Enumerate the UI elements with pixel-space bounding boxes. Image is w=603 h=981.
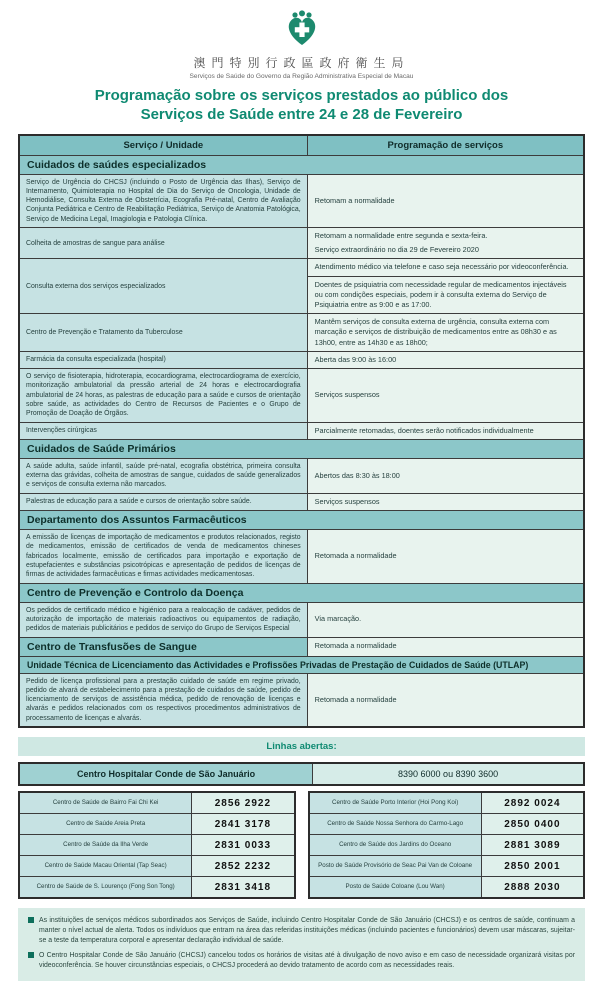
services-table (18, 134, 585, 729)
table-header-row (19, 135, 584, 156)
page-title (18, 87, 585, 125)
hotline-name: Centro de Saúde Macau Oriental (Tap Seac) (19, 856, 192, 877)
program-line: Serviço extraordinário no dia 29 de Fevereiro 2020 (314, 245, 479, 255)
program-cell (307, 259, 584, 314)
section-header-transfusoes: Centro de Transfusões de Sangue (19, 637, 307, 656)
table-row (19, 493, 584, 510)
section-header-utlap: Unidade Técnica de Licenciamento das Actividades e Profissões Privadas de Prestação de Cuidados de Saúde (UTLAP) (19, 656, 584, 673)
program-cell: Retomada a normalidade (307, 530, 584, 584)
hotlines-title: Linhas abertas: (18, 737, 585, 756)
hotline-name: Centro de Saúde Nossa Senhora do Carmo-Lago (309, 814, 482, 835)
table-row (19, 174, 584, 228)
hotline-row (309, 856, 585, 877)
footnote-text: O Centro Hospitalar Conde de São Januário (CHCSJ) cancelou todos os horários de visitas até à divulgação de novo aviso e em caso de necessidade organizará visitas por videoconferência. Se houver circunstâncias especiais, o CHCSJ procederá ao devido tratamento de acordo com as necessidades reais. (39, 952, 575, 970)
square-bullet-icon (28, 917, 34, 923)
table-row (19, 458, 584, 493)
footnote-text: As instituições de serviços médicos subordinados aos Serviços de Saúde, incluindo Centro Hospitalar Conde de São Januário (CHCSJ) e os centros de saúde, continuam a manter o nível actual de alerta. Todos os indivíduos que entram na área das referidas instituições médicas (incluindo pacientes e funcionários) devem usar máscaras, sujeitar-se a teste da temperatura corporal e apresentar declaração individual de saúde. (39, 917, 575, 945)
section-header-farmaceuticos: Departamento dos Assuntos Farmacêuticos (19, 511, 584, 530)
program-cell: Aberta das 9:00 às 16:00 (307, 351, 584, 368)
footnote (28, 951, 575, 971)
hotline-phone: 2888 2030 (481, 877, 584, 899)
hotline-name: Centro de Saúde de S. Lourenço (Fong Son Tong) (19, 877, 192, 899)
hotline-phone: 2850 0400 (481, 814, 584, 835)
hotline-phone: 2856 2922 (192, 792, 295, 814)
footnote (28, 916, 575, 946)
hotline-phone: 2850 2001 (481, 856, 584, 877)
hotline-row (309, 792, 585, 814)
table-row (19, 637, 584, 656)
hotline-name: Posto de Saúde Provisório de Seac Pai Van de Coloane (309, 856, 482, 877)
notice-page (18, 0, 585, 981)
hotline-table-right (308, 791, 586, 899)
hotline-row (19, 814, 295, 835)
hotline-name: Centro de Saúde dos Jardins do Oceano (309, 835, 482, 856)
program-cell: Serviços suspensos (307, 369, 584, 423)
program-cell: Mantêm serviços de consulta externa de urgência, consulta externa com marcação e serviços de distribuição de medicamentos entre as 08h30 e as 13h00, entre as 14h30 e as 18h00; (307, 314, 584, 352)
program-cell: Via marcação. (307, 602, 584, 637)
hotline-row (19, 835, 295, 856)
program-subcell: Doentes de psiquiatria com necessidade regular de medicamentos injectáveis ou com condições especiais, podem ir à consulta externa do Serviço de Psiquiatria entre as 9:00 e as 17:00. (308, 276, 583, 314)
hotline-row (19, 792, 295, 814)
table-row (19, 369, 584, 423)
service-cell: Serviço de Urgência do CHCSJ (incluindo o Posto de Urgência das Ilhas), Serviço de Internamento, Quimioterapia no Hospital de Dia do Serviço de Oncologia, Unidade de Hemodiálise, Consulta Externa de Obstetrícia, Ecografia Pré-natal, Centro de Avaliação Conjunta Pediátrica e Centro de Reabilitação Pediátrica, Serviço de Anatomia Patológica, Serviço de Medicina Legal, Imagiologia e Patologia Clínica. (19, 174, 307, 228)
square-bullet-icon (28, 952, 34, 958)
program-cell: Abertos das 8:30 às 18:00 (307, 458, 584, 493)
hotline-phone: 2892 0024 (481, 792, 584, 814)
table-row (19, 422, 584, 439)
service-cell: O serviço de fisioterapia, hidroterapia, ecocardiograma, electrocardiograma de exercício, monitorização ambulatorial da pressão arterial de 24 horas e electrocardiografia ambulatorial de 24 horas, as palestras de educação para a saúde e cursos de orientação sobre saúde, as actividades do Centro de Recursos de Pacientes e o Grupo de Promoção de Doação de Órgãos. (19, 369, 307, 423)
hotline-phone: 2881 3089 (481, 835, 584, 856)
table-row (19, 673, 584, 727)
program-cell: Retomada a normalidade (307, 673, 584, 727)
service-cell: Colheita de amostras de sangue para análise (19, 228, 307, 259)
section-header-prevencao-controlo: Centro de Prevenção e Controlo da Doença (19, 583, 584, 602)
hotline-name: Centro de Saúde Porto Interior (Hoi Pong Koi) (309, 792, 482, 814)
footnotes (18, 908, 585, 981)
program-cell: Parcialmente retomadas, doentes serão notificados individualmente (307, 422, 584, 439)
bureau-portuguese-name: Serviços de Saúde do Governo da Região Administrativa Especial de Macau (189, 73, 414, 80)
hotline-phone: 2852 2232 (192, 856, 295, 877)
hotline-phone: 2831 3418 (192, 877, 295, 899)
hotline-main-name: Centro Hospitalar Conde de São Januário (19, 763, 313, 785)
hotline-main-row (18, 762, 585, 786)
hotline-name: Centro de Saúde da Ilha Verde (19, 835, 192, 856)
column-header-service: Serviço / Unidade (19, 135, 307, 156)
hotline-row (19, 877, 295, 899)
section-header-especializados: Cuidados de saúdes especializados (19, 155, 584, 174)
program-cell: Retomada a normalidade (307, 637, 584, 656)
service-cell: Farmácia da consulta especializada (hospital) (19, 351, 307, 368)
page-title-line2: Serviços de Saúde entre 24 e 28 de Fevereiro (140, 105, 463, 123)
table-row (19, 314, 584, 352)
hotline-name: Centro de Saúde de Bairro Fai Chi Kei (19, 792, 192, 814)
table-row (19, 351, 584, 368)
service-cell: Pedido de licença profissional para a prestação cuidado de saúde em regime privado, pedido de alvará de estabelecimento para a prestação de cuidados de saúde, pedido de licenciamento de serviços de assistência médica, pedido de renovação de licenças e alvarás e pedidos relacionados com os respectivos procedimentos administrativos de processamento de licenças e alvarás. (19, 673, 307, 727)
hotline-name: Posto de Saúde Coloane (Lou Wan) (309, 877, 482, 899)
table-row (19, 602, 584, 637)
logo-block (18, 10, 585, 80)
hotline-row (309, 835, 585, 856)
hotline-row (19, 856, 295, 877)
table-row (19, 259, 584, 314)
program-line: Retomam a normalidade entre segunda e sexta-feira. (314, 231, 488, 241)
hotline-row (309, 814, 585, 835)
health-bureau-logo-icon (282, 33, 322, 50)
service-cell: Os pedidos de certificado médico e higiénico para a realocação de cadáver, pedidos de autorização de importação de materiais radioactivos ou equipamentos de radiação, pedidos de materiais publicitários e pedidos de serviço do Grupo de Serviços Especial (19, 602, 307, 637)
hotline-table-left (18, 791, 296, 899)
program-cell: Retomam a normalidade (307, 174, 584, 228)
program-subcell: Atendimento médico via telefone e caso seja necessário por videoconferência. (314, 262, 569, 272)
hotline-phone: 2841 3178 (192, 814, 295, 835)
table-row (19, 530, 584, 584)
page-title-line1: Programação sobre os serviços prestados ao público dos (94, 87, 509, 104)
table-row (19, 228, 584, 259)
bureau-chinese-name: 澳門特別行政區政府衛生局 (193, 56, 410, 70)
service-cell: Centro de Prevenção e Tratamento da Tuberculose (19, 314, 307, 352)
hotline-columns (18, 791, 585, 899)
service-cell: A emissão de licenças de importação de medicamentos e produtos relacionados, registo de medicamentos, emissão de certificados de venda de medicamentos chineses fabricados localmente, emissão de certificados para importação e exportação de estupefacientes e substâncias psicotrópicas e apresentação de pedidos de licenças de firmas de actividades farmacêuticas e firmas actividades medicamentosas. (19, 530, 307, 584)
hotline-main-phone: 8390 6000 ou 8390 3600 (313, 763, 584, 785)
program-cell: Serviços suspensos (307, 493, 584, 510)
service-cell: Palestras de educação para a saúde e cursos de orientação sobre saúde. (19, 493, 307, 510)
hotline-row (309, 877, 585, 899)
service-cell: A saúde adulta, saúde infantil, saúde pré-natal, ecografia obstétrica, primeira consulta externa das grávidas, colheita de amostras de sangue, cuidados de saúde generalizados e serviços de consulta externa não marcados. (19, 458, 307, 493)
service-cell: Intervenções cirúrgicas (19, 422, 307, 439)
program-cell (307, 228, 584, 259)
hotline-name: Centro de Saúde Areia Preta (19, 814, 192, 835)
column-header-program: Programação de serviços (307, 135, 584, 156)
hotline-phone: 2831 0033 (192, 835, 295, 856)
section-header-primarios: Cuidados de Saúde Primários (19, 439, 584, 458)
service-cell: Consulta externa dos serviços especializados (19, 259, 307, 314)
